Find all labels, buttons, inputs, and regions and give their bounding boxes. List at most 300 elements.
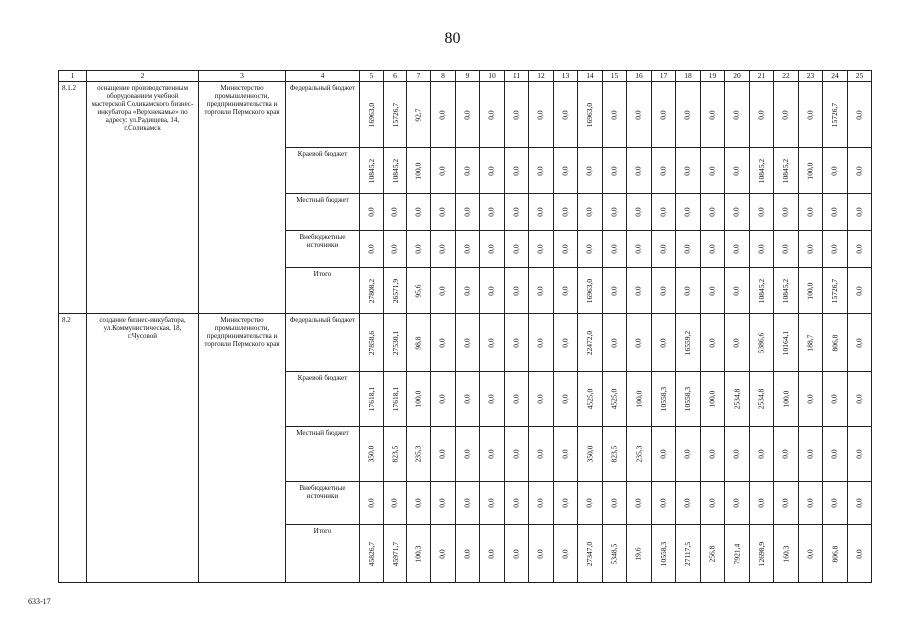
value-text: 0,0 (756, 109, 766, 120)
value-text: 15726,7 (830, 278, 840, 303)
value-text: 0,0 (536, 165, 545, 176)
value-cell (725, 525, 750, 583)
value-text: 10845,2 (391, 158, 401, 183)
value-text: 27347,0 (585, 541, 595, 566)
value-cell (384, 372, 407, 427)
header-cell: 21 (750, 71, 774, 82)
value-text: 0,0 (756, 449, 766, 459)
header-cell: 16 (627, 71, 652, 82)
value-text: 0,0 (585, 498, 594, 508)
value-cell (848, 525, 872, 583)
value-text: 0,0 (805, 109, 815, 120)
value-text: 10558,3 (659, 541, 669, 566)
value-text: 0,0 (585, 244, 594, 254)
value-text: 22472,0 (585, 330, 595, 355)
value-text: 0,0 (732, 207, 741, 217)
value-text: 0,0 (560, 207, 570, 217)
value-cell (456, 194, 480, 231)
value-cell (578, 525, 603, 583)
value-text: 806,8 (830, 334, 839, 351)
value-cell (627, 314, 652, 372)
value-text: 235,3 (634, 445, 643, 463)
value-text: 0,0 (707, 207, 717, 217)
value-text: 100,3 (413, 545, 423, 562)
value-cell (774, 148, 799, 194)
value-cell (848, 482, 872, 525)
value-text: 0,0 (854, 394, 864, 404)
value-cell (627, 482, 652, 525)
value-cell (774, 268, 799, 314)
responsible-organization: Министерство промышленности, предпринимательства и торговли Пермского края (199, 82, 286, 314)
header-cell: 11 (505, 71, 529, 82)
value-text: 0,0 (658, 244, 668, 254)
value-text: 0,0 (536, 244, 545, 254)
header-cell: 19 (701, 71, 725, 82)
value-text: 4525,0 (585, 388, 594, 410)
value-cell (480, 231, 505, 268)
value-text: 0,0 (732, 109, 741, 120)
header-cell: 25 (848, 71, 872, 82)
value-text: 0,0 (658, 337, 668, 348)
value-cell (407, 372, 431, 427)
value-text: 0,0 (366, 207, 376, 217)
value-cell (823, 427, 848, 482)
value-text: 0,0 (658, 165, 668, 176)
funding-source: Федеральный бюджет (286, 82, 360, 148)
value-cell (384, 525, 407, 583)
value-cell (407, 525, 431, 583)
value-text: 0,0 (805, 244, 815, 254)
value-text: 0,0 (781, 109, 790, 120)
value-text: 95,6 (413, 283, 423, 298)
value-text: 15726,7 (830, 102, 840, 127)
header-cell: 13 (554, 71, 578, 82)
value-text: 16963,0 (367, 102, 377, 127)
footer-code: 633-17 (28, 597, 51, 606)
value-cell (431, 268, 456, 314)
value-text: 0,0 (462, 207, 472, 217)
value-cell (774, 231, 799, 268)
value-cell (774, 482, 799, 525)
value-cell (701, 82, 725, 148)
value-cell (848, 314, 872, 372)
value-cell (529, 268, 554, 314)
value-cell (701, 194, 725, 231)
value-text: 0,0 (438, 285, 447, 296)
value-cell (554, 482, 578, 525)
header-cell: 12 (529, 71, 554, 82)
value-text: 10845,2 (757, 278, 767, 303)
value-cell (480, 82, 505, 148)
header-cell: 9 (456, 71, 480, 82)
value-cell (750, 231, 774, 268)
value-text: 0,0 (658, 207, 668, 217)
item-number: 8.1.2 (59, 82, 87, 314)
value-cell (823, 482, 848, 525)
value-text: 0,0 (658, 498, 668, 508)
value-text: 0,0 (536, 337, 545, 348)
funding-source: Внебюджетные источники (286, 482, 360, 525)
value-cell (725, 372, 750, 427)
value-text: 0,0 (634, 337, 643, 348)
value-text: 0,0 (487, 285, 496, 296)
value-text: 0,0 (805, 207, 815, 217)
value-cell (384, 482, 407, 525)
value-cell (627, 372, 652, 427)
value-cell (578, 482, 603, 525)
value-text: 0,0 (707, 498, 717, 508)
value-cell (456, 372, 480, 427)
header-cell: 17 (652, 71, 676, 82)
value-cell (701, 314, 725, 372)
value-cell (505, 82, 529, 148)
value-text: 0,0 (511, 285, 521, 296)
value-cell (774, 525, 799, 583)
value-text: 0,0 (854, 449, 864, 459)
value-cell (554, 231, 578, 268)
value-text: 45826,7 (367, 541, 377, 566)
value-text: 0,0 (781, 498, 790, 508)
value-cell (431, 427, 456, 482)
value-cell (823, 231, 848, 268)
value-text: 0,0 (487, 244, 496, 254)
value-cell (505, 525, 529, 583)
value-text: 0,0 (413, 498, 423, 508)
value-cell (725, 427, 750, 482)
value-text: 0,0 (830, 498, 839, 508)
value-text: 0,0 (756, 498, 766, 508)
value-cell (750, 525, 774, 583)
value-cell (701, 231, 725, 268)
value-text: 15726,7 (391, 102, 401, 127)
value-text: 0,0 (830, 207, 839, 217)
value-cell (456, 427, 480, 482)
value-cell (652, 268, 676, 314)
value-cell (823, 82, 848, 148)
value-text: 0,0 (756, 207, 766, 217)
value-text: 10845,2 (781, 158, 791, 183)
value-cell (725, 482, 750, 525)
value-text: 0,0 (683, 449, 692, 459)
value-cell (603, 194, 627, 231)
value-text: 0,0 (609, 498, 619, 508)
value-text: 0,0 (511, 207, 521, 217)
value-cell (554, 427, 578, 482)
value-text: 16963,0 (585, 102, 595, 127)
value-cell (529, 148, 554, 194)
value-text: 0,0 (511, 498, 521, 508)
funding-source: Краевой бюджет (286, 148, 360, 194)
value-cell (823, 148, 848, 194)
value-text: 0,0 (683, 165, 692, 176)
header-cell: 18 (676, 71, 701, 82)
value-cell (676, 482, 701, 525)
value-text: 0,0 (536, 548, 545, 559)
value-text: 17618,1 (367, 386, 377, 412)
value-text: 0,0 (805, 449, 815, 459)
header-cell: 15 (603, 71, 627, 82)
value-text: 0,0 (560, 337, 570, 348)
value-text: 0,0 (683, 285, 692, 296)
value-text: 0,0 (854, 337, 864, 348)
value-text: 0,0 (781, 449, 790, 459)
value-text: 0,0 (366, 244, 376, 254)
value-text: 0,0 (413, 207, 423, 217)
value-text: 823,5 (609, 445, 619, 463)
value-cell (725, 314, 750, 372)
value-cell (554, 314, 578, 372)
value-cell (578, 194, 603, 231)
value-cell (725, 231, 750, 268)
table-row (59, 314, 872, 372)
value-cell (603, 372, 627, 427)
value-cell (603, 268, 627, 314)
value-cell (554, 148, 578, 194)
value-cell (360, 148, 384, 194)
value-text: 27117,5 (683, 541, 693, 566)
value-cell (799, 194, 823, 231)
value-text: 0,0 (438, 165, 447, 176)
value-cell (676, 525, 701, 583)
value-cell (360, 427, 384, 482)
value-cell (799, 268, 823, 314)
value-text: 350,0 (585, 445, 594, 463)
value-cell (407, 82, 431, 148)
value-cell (774, 82, 799, 148)
value-text: 0,0 (560, 109, 570, 120)
value-cell (823, 372, 848, 427)
value-text: 0,0 (438, 207, 447, 217)
value-text: 0,0 (438, 548, 447, 559)
value-cell (431, 314, 456, 372)
value-cell (529, 82, 554, 148)
value-text: 0,0 (560, 165, 570, 176)
funding-source: Местный бюджет (286, 427, 360, 482)
value-text: 350,0 (366, 445, 376, 463)
header-cell: 20 (725, 71, 750, 82)
value-cell (529, 314, 554, 372)
value-cell (799, 314, 823, 372)
value-text: 10558,3 (659, 386, 669, 412)
value-cell (360, 268, 384, 314)
value-text: 7921,4 (732, 543, 741, 564)
header-cell: 2 (87, 71, 199, 82)
value-cell (750, 268, 774, 314)
value-cell (431, 482, 456, 525)
value-text: 0,0 (830, 449, 839, 459)
value-cell (360, 482, 384, 525)
value-text: 0,0 (609, 207, 619, 217)
value-cell (603, 427, 627, 482)
value-cell (505, 148, 529, 194)
value-text: 0,0 (560, 394, 570, 404)
value-cell (431, 525, 456, 583)
value-text: 100,0 (413, 390, 423, 408)
value-cell (407, 314, 431, 372)
value-text: 0,0 (854, 498, 864, 508)
value-cell (848, 194, 872, 231)
value-cell (799, 148, 823, 194)
value-cell (750, 148, 774, 194)
value-cell (384, 231, 407, 268)
value-cell (725, 82, 750, 148)
value-cell (480, 427, 505, 482)
value-text: 0,0 (707, 285, 717, 296)
funding-source: Внебюджетные источники (286, 231, 360, 268)
value-text: 0,0 (511, 244, 521, 254)
value-cell (774, 372, 799, 427)
value-text: 0,0 (511, 449, 521, 459)
value-text: 0,0 (658, 449, 668, 459)
value-text: 0,0 (487, 394, 496, 404)
funding-source: Итого (286, 268, 360, 314)
value-text: 806,8 (830, 545, 839, 562)
value-text: 10164,1 (781, 330, 791, 355)
value-cell (627, 268, 652, 314)
value-text: 0,0 (830, 165, 839, 176)
value-text: 0,0 (658, 285, 668, 296)
value-cell (848, 268, 872, 314)
header-cell: 7 (407, 71, 431, 82)
value-text: 0,0 (658, 109, 668, 120)
value-text: 0,0 (707, 337, 717, 348)
value-cell (407, 148, 431, 194)
header-cell: 4 (286, 71, 360, 82)
value-cell (823, 314, 848, 372)
value-cell (701, 427, 725, 482)
value-text: 10558,3 (683, 386, 693, 412)
value-cell (676, 268, 701, 314)
value-cell (848, 372, 872, 427)
value-text: 19,6 (634, 546, 643, 561)
funding-source: Местный бюджет (286, 194, 360, 231)
value-text: 4525,0 (609, 388, 619, 410)
value-cell (750, 427, 774, 482)
value-text: 0,0 (683, 498, 692, 508)
value-text: 0,0 (462, 285, 472, 296)
value-cell (774, 427, 799, 482)
value-text: 0,0 (609, 165, 619, 176)
value-cell (676, 372, 701, 427)
funding-source: Федеральный бюджет (286, 314, 360, 372)
value-text: 0,0 (732, 165, 741, 176)
page-number: 80 (444, 30, 461, 47)
value-cell (578, 427, 603, 482)
value-text: 0,0 (781, 244, 790, 254)
value-cell (431, 231, 456, 268)
value-cell (701, 525, 725, 583)
value-cell (627, 194, 652, 231)
header-cell: 3 (199, 71, 286, 82)
value-text: 0,0 (560, 285, 570, 296)
header-cell: 14 (578, 71, 603, 82)
value-text: 0,0 (707, 109, 717, 120)
value-cell (799, 82, 823, 148)
value-cell (456, 148, 480, 194)
value-cell (652, 427, 676, 482)
value-text: 2534,8 (732, 388, 741, 410)
value-cell (578, 148, 603, 194)
value-cell (603, 482, 627, 525)
value-text: 98,8 (413, 335, 423, 350)
value-cell (799, 525, 823, 583)
value-text: 0,0 (830, 244, 839, 254)
value-text: 0,0 (854, 285, 864, 296)
value-text: 0,0 (511, 109, 521, 120)
responsible-organization: Министерство промышленности, предпринимательства и торговли Пермского края (199, 314, 286, 583)
value-text: 0,0 (683, 244, 692, 254)
value-text: 0,0 (487, 337, 496, 348)
value-cell (456, 525, 480, 583)
value-text: 27858,6 (367, 330, 377, 355)
value-cell (676, 82, 701, 148)
value-cell (676, 148, 701, 194)
header-cell: 22 (774, 71, 799, 82)
value-text: 0,0 (511, 165, 521, 176)
value-cell (750, 314, 774, 372)
value-text: 17618,1 (391, 386, 401, 412)
value-cell (848, 427, 872, 482)
value-cell (676, 231, 701, 268)
value-text: 100,0 (781, 390, 790, 408)
value-text: 0,0 (438, 244, 447, 254)
value-text: 0,0 (854, 244, 864, 254)
value-cell (701, 482, 725, 525)
value-cell (603, 231, 627, 268)
value-text: 0,0 (413, 244, 423, 254)
value-text: 0,0 (462, 394, 472, 404)
value-cell (480, 482, 505, 525)
value-text: 0,0 (634, 285, 643, 296)
value-cell (725, 268, 750, 314)
value-cell (652, 482, 676, 525)
value-cell (360, 194, 384, 231)
value-text: 0,0 (560, 548, 570, 559)
value-text: 100,0 (805, 162, 815, 179)
value-cell (750, 482, 774, 525)
header-cell: 24 (823, 71, 848, 82)
value-cell (701, 148, 725, 194)
value-cell (554, 268, 578, 314)
value-cell (360, 231, 384, 268)
value-text: 92,7 (413, 107, 423, 122)
value-cell (529, 372, 554, 427)
value-cell (529, 427, 554, 482)
value-cell (480, 314, 505, 372)
value-text: 26571,9 (391, 278, 401, 303)
value-text: 5386,6 (756, 332, 766, 353)
value-text: 0,0 (805, 498, 815, 508)
value-text: 0,0 (438, 498, 447, 508)
value-text: 0,0 (732, 244, 741, 254)
value-cell (456, 482, 480, 525)
value-cell (505, 194, 529, 231)
value-cell (431, 82, 456, 148)
value-text: 0,0 (438, 109, 447, 120)
header-row (59, 71, 872, 82)
value-cell (701, 372, 725, 427)
value-cell (603, 525, 627, 583)
value-text: 100,0 (634, 390, 643, 408)
budget-table (58, 70, 872, 583)
value-text: 256,8 (707, 545, 717, 562)
value-text: 0,0 (487, 449, 496, 459)
value-cell (627, 231, 652, 268)
value-text: 235,3 (413, 445, 423, 463)
value-cell (529, 525, 554, 583)
value-cell (505, 231, 529, 268)
value-text: 0,0 (609, 244, 619, 254)
